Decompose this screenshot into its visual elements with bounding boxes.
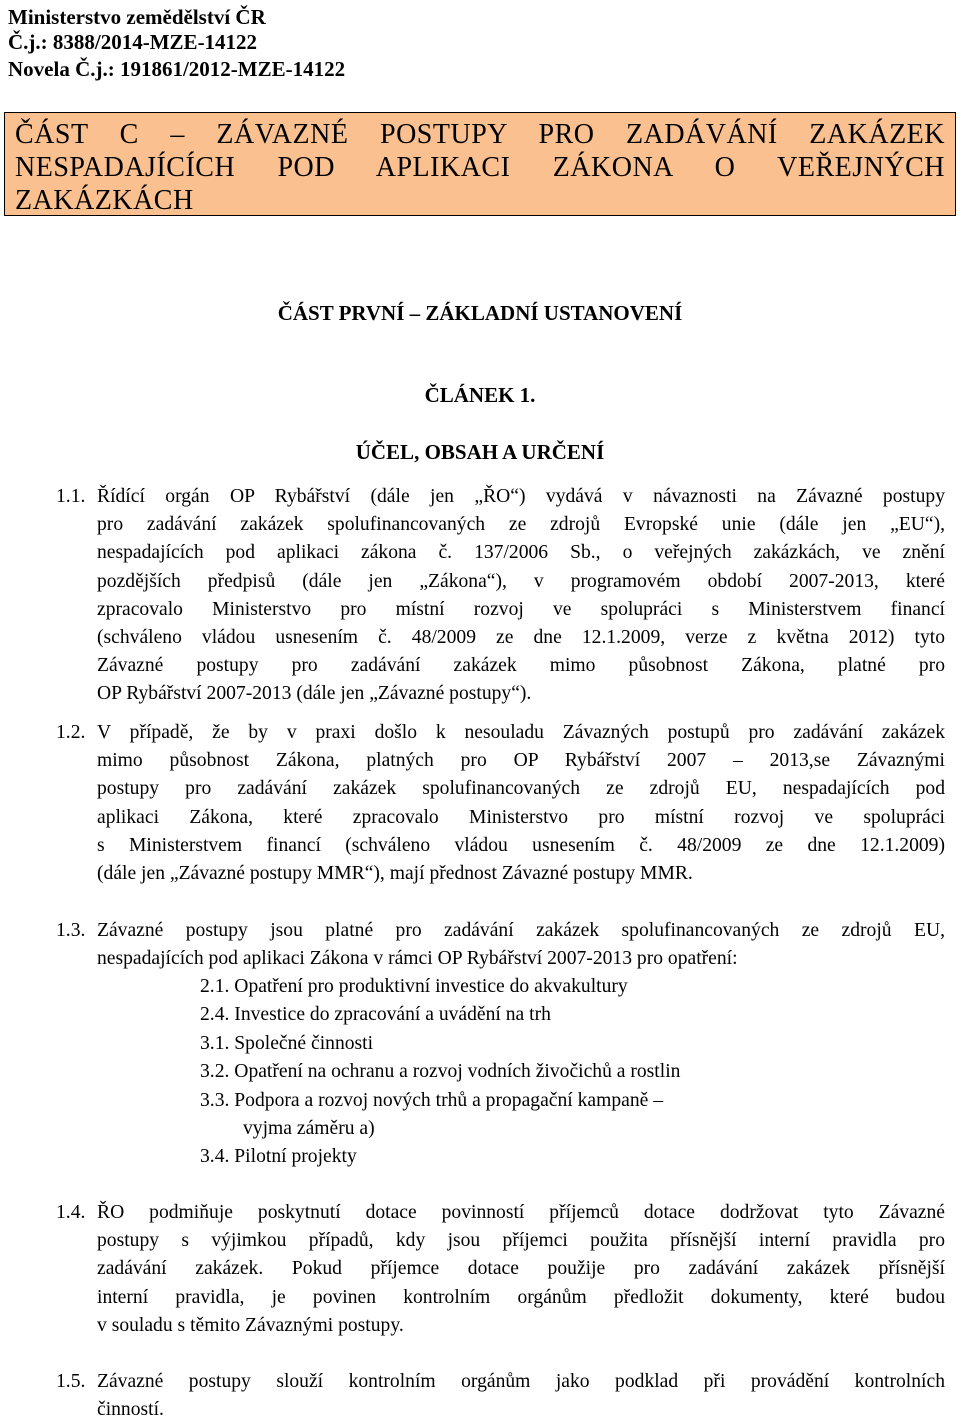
- text-line: pozdějších předpisů (dále jen „Zákona“), v programovém období 2007-2013, které: [97, 570, 945, 592]
- ministry-name: Ministerstvo zemědělství ČR: [8, 5, 266, 29]
- list-item: 3.4. Pilotní projekty: [200, 1146, 357, 1168]
- part-heading: ČÁST PRVNÍ – ZÁKLADNÍ USTANOVENÍ: [277, 301, 683, 325]
- section-number: 1.1.: [56, 486, 86, 507]
- list-item: 3.1. Společné činnosti: [200, 1032, 374, 1054]
- text-line: činností.: [97, 1399, 164, 1421]
- text-line: Závazné postupy pro zadávání zakázek mimo působnost Zákona, platné pro: [97, 655, 945, 677]
- text-line: nespadajících pod aplikaci zákona č. 137/2006 Sb., o veřejných zakázkách, ve znění: [97, 542, 945, 564]
- text-line: postupy pro zadávání zakázek spolufinancovaných ze zdrojů EU, nespadajících pod: [97, 778, 945, 800]
- article-heading: ČLÁNEK 1.: [424, 383, 536, 407]
- section-1-1-text: [97, 483, 945, 709]
- text-line: postupy s výjimkou případů, kdy jsou příjemci použita přísnější interní pravidla pro: [97, 1230, 945, 1252]
- text-line: v souladu s těmito Závaznými postupy.: [97, 1314, 404, 1336]
- text-line: (schváleno vládou usnesením č. 48/2009 ze dne 12.1.2009, verze z května 2012) tyto: [97, 627, 945, 649]
- list-item-continuation: vyjma záměru a): [243, 1118, 375, 1140]
- text-line: (dále jen „Závazné postupy MMR“), mají přednost Závazné postupy MMR.: [97, 863, 693, 885]
- text-line: Závazné postupy jsou platné pro zadávání zakázek spolufinancovaných ze zdrojů EU,: [97, 920, 945, 941]
- text-line: Řídící orgán OP Rybářství (dále jen „ŘO“) vydává v návaznosti na Závazné postupy: [97, 486, 945, 507]
- part-c-banner: [4, 112, 956, 216]
- text-line: nespadajících pod aplikaci Zákona v rámci OP Rybářství 2007-2013 pro opatření:: [97, 948, 738, 970]
- list-item: 2.4. Investice do zpracování a uvádění na trh: [200, 1004, 551, 1026]
- article-title: ÚČEL, OBSAH A URČENÍ: [355, 440, 605, 464]
- section-number: 1.2.: [56, 722, 86, 743]
- text-line: Závazné postupy slouží kontrolním orgánům jako podklad při provádění kontrolních: [97, 1371, 945, 1392]
- list-item: 3.2. Opatření na ochranu a rozvoj vodních živočichů a rostlin: [200, 1061, 681, 1083]
- list-item: 3.3. Podpora a rozvoj nových trhů a propagační kampaně –: [200, 1089, 664, 1111]
- section-number: 1.5.: [56, 1371, 86, 1392]
- text-line: s Ministerstvem financí (schváleno vládou usnesením č. 48/2009 ze dne 12.1.2009): [97, 834, 945, 856]
- section-1-2-text: [97, 719, 945, 888]
- banner-line: ČÁST C – ZÁVAZNÉ POSTUPY PRO ZADÁVÁNÍ ZAKÁZEK: [15, 119, 945, 150]
- text-line: ŘO podmiňuje poskytnutí dotace povinností příjemců dotace dodržovat tyto Závazné: [97, 1202, 945, 1223]
- section-1-3-text: [97, 917, 945, 973]
- text-line: V případě, že by v praxi došlo k nesouladu Závazných postupů pro zadávání zakázek: [97, 722, 945, 743]
- text-line: zpracovalo Ministerstvo pro místní rozvoj ve spolupráci s Ministerstvem financí: [97, 598, 945, 620]
- banner-line: ZAKÁZKÁCH: [15, 185, 194, 216]
- section-1-5-text: [97, 1368, 945, 1424]
- text-line: mimo působnost Zákona, platných pro OP Rybářství 2007 – 2013,se Závaznými: [97, 750, 945, 772]
- text-line: zadávání zakázek. Pokud příjemce dotace použije pro zadávání zakázek přísnější: [97, 1258, 945, 1280]
- amendment-reference: Novela Č.j.: 191861/2012-MZE-14122: [8, 57, 346, 81]
- banner-line: NESPADAJÍCÍCH POD APLIKACI ZÁKONA O VEŘEJNÝCH: [15, 152, 945, 183]
- section-1-4-text: [97, 1199, 945, 1340]
- list-item: 2.1. Opatření pro produktivní investice do akvakultury: [200, 976, 628, 997]
- text-line: interní pravidla, je povinen kontrolním orgánům předložit dokumenty, které budou: [97, 1286, 945, 1308]
- measures-list: [200, 973, 680, 1172]
- section-number: 1.4.: [56, 1202, 86, 1223]
- text-line: OP Rybářství 2007-2013 (dále jen „Závazné postupy“).: [97, 683, 532, 705]
- text-line: pro zadávání zakázek spolufinancovaných ze zdrojů Evropské unie (dále jen „EU“),: [97, 514, 945, 536]
- text-line: aplikaci Zákona, které zpracovalo Ministerstvo pro místní rozvoj ve spolupráci: [97, 806, 945, 828]
- reference-number: Č.j.: 8388/2014-MZE-14122: [8, 30, 258, 54]
- section-number: 1.3.: [56, 920, 86, 941]
